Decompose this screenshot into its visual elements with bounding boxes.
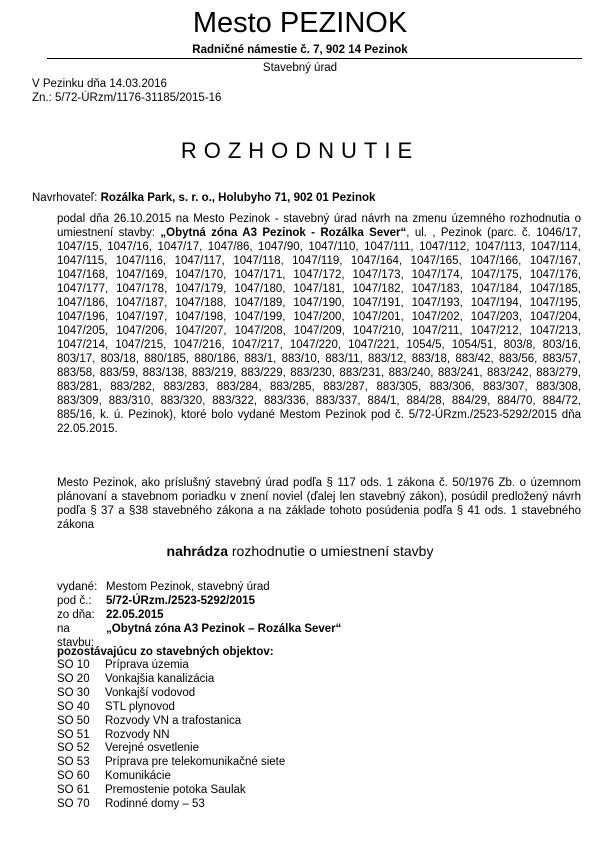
object-code: SO 52 (57, 742, 90, 755)
list-item (57, 659, 285, 673)
detail-value: 5/72-ÚRzm./2523-5292/2015 (106, 595, 255, 607)
object-name: Verejné osvetlenie (105, 742, 199, 755)
decision-verb: nahrádza (166, 543, 228, 559)
decision-object: rozhodnutie o umiestnení stavby (228, 543, 434, 559)
detail-label: na stavbu: (57, 623, 95, 649)
office-name: Stavebný úrad (262, 62, 338, 74)
detail-value: Mestom Pezinok, stavebný úrad (106, 581, 270, 593)
object-name: STL plynovod (105, 700, 175, 713)
list-item (57, 715, 285, 729)
reference-number: Zn.: 5/72-ÚRzm/1176-31185/2015-16 (32, 92, 222, 104)
object-name: Príprava pre telekomunikačné siete (105, 756, 286, 769)
list-item (57, 701, 285, 715)
detail-label: zo dňa: (57, 609, 95, 621)
object-code: SO 10 (57, 659, 90, 671)
list-item (57, 756, 285, 770)
authority-paragraph: Mesto Pezinok, ako príslušný stavebný úrad podľa § 117 ods. 1 zákona č. 50/1976 Zb. o územnom plánovaní a stavebnom poriadku v znení noviel (ďalej len stavebný zákon), posúdil predložený návrh podľa § 37 a §38 stavebného zákona a na základe tohoto posúdenia podľa § 41 ods. 1 stavebného zákona (57, 477, 581, 531)
page-title: Mesto PEZINOK (192, 7, 408, 39)
detail-label: vydané: (57, 581, 98, 593)
application-text-pre: podal dňa 26.10.2015 na Mesto Pezinok - stavebný úrad návrh na zmenu územného rozhodnutia o umiestnení stavby: (57, 213, 581, 239)
object-code: SO 53 (57, 756, 90, 769)
list-item (57, 742, 285, 756)
object-code: SO 30 (57, 686, 90, 699)
object-name: Vonkajšia kanalizácia (105, 672, 215, 685)
detail-row (57, 594, 341, 608)
object-name: Príprava územia (105, 659, 189, 671)
detail-row (57, 580, 341, 594)
object-name: Vonkajší vodovod (105, 686, 196, 699)
decision-heading: ROZHODNUTIE (180, 138, 420, 163)
object-name: Komunikácie (105, 770, 171, 783)
applicant-line (32, 191, 375, 205)
header-divider (47, 58, 582, 59)
decision-statement (0, 542, 600, 560)
document-meta (32, 77, 221, 105)
object-code: SO 40 (57, 700, 90, 713)
object-name: Rodinné domy – 53 (105, 798, 205, 811)
object-code: SO 70 (57, 798, 90, 811)
date-line: V Pezinku dňa 14.03.2016 (32, 78, 167, 90)
object-code: SO 61 (57, 784, 90, 797)
application-paragraph (57, 212, 581, 436)
detail-row (57, 608, 341, 622)
object-code: SO 60 (57, 770, 90, 783)
detail-value: 22.05.2015 (106, 609, 164, 621)
object-name: Premostenie potoka Saulak (105, 784, 246, 797)
municipality-address: Radničné námestie č. 7, 902 14 Pezinok (192, 44, 408, 56)
applicant-value: Rozálka Park, s. r. o., Holubyho 71, 902 01 Pezinok (100, 192, 376, 204)
applicant-label: Navrhovateľ: (32, 192, 98, 204)
object-code: SO 20 (57, 672, 90, 685)
object-name: Rozvody NN (105, 728, 170, 741)
project-name: „Obytná zóna A3 Pezinok - Rozálka Sever“ (160, 227, 407, 239)
list-item (57, 673, 285, 687)
decision-details (57, 580, 341, 650)
object-code: SO 50 (57, 714, 90, 727)
detail-label: pod č.: (57, 595, 92, 607)
objects-title: pozostávajúcu zo stavebných objektov: (57, 646, 274, 658)
list-item (57, 770, 285, 784)
object-code: SO 51 (57, 728, 90, 741)
object-name: Rozvody VN a trafostanica (105, 714, 242, 727)
list-item (57, 798, 285, 812)
application-text-post: , ul. , Pezinok (parc. č. 1046/17, 1047/15, 1047/16, 1047/17, 1047/86, 1047/90, 1047/110, 1047/111, 1047/112, 1047/113, 1047/114, 1047/115, 1047/116, 1047/117, 1047/118, 1047/119, 1047/164, 1047/165, 1047/166, 1047/167, 1047/168, 1047/169, 1047/170, 1047/171, 1047/172, 1047/173, 1047/174, 1047/175, 1047/176, 1047/177, 1047/178, 1047/179, 1047/180, 1047/181, 1047/182, 1047/183, 1047/184, 1047/185, 1047/186, 1047/187, 1047/188, 1047/189, 1047/190, 1047/191, 1047/193, 1047/194, 1047/195, 1047/196, 1047/197, 1047/198, 1047/199, 1047/200, 1047/201, 1047/202, 1047/203, 1047/204, 1047/205, 1047/206, 1047/207, 1047/208, 1047/209, 1047/210, 1047/211, 1047/212, 1047/213, 1047/214, 1047/215, 1047/216, 1047/217, 1047/220, 1047/221, 1054/5, 1054/51, 803/8, 803/16, 803/17, 803/18, 880/185, 880/186, 883/1, 883/10, 883/11, 883/12, 883/18, 883/42, 883/56, 883/57, 883/58, 883/59, 883/138, 883/219, 883/229, 883/230, 883/231, 883/240, 883/241, 883/242, 883/279, 883/281, 883/282, 883/283, 883/284, 883/285, 883/287, 883/305, 883/306, 883/307, 883/308, 883/309, 883/310, 883/320, 883/322, 883/336, 883/337, 884/1, 884/28, 884/29, 884/70, 884/72, 885/16, k. ú. Pezinok), ktoré bolo vydané Mestom Pezinok pod č. 5/72-ÚRzm./2523-5292/2015 dňa 22.05.2015. (57, 227, 581, 435)
objects-list (57, 659, 285, 812)
list-item (57, 687, 285, 701)
list-item (57, 784, 285, 798)
detail-value: „Obytná zóna A3 Pezinok – Rozálka Sever“ (106, 623, 342, 635)
list-item (57, 729, 285, 743)
